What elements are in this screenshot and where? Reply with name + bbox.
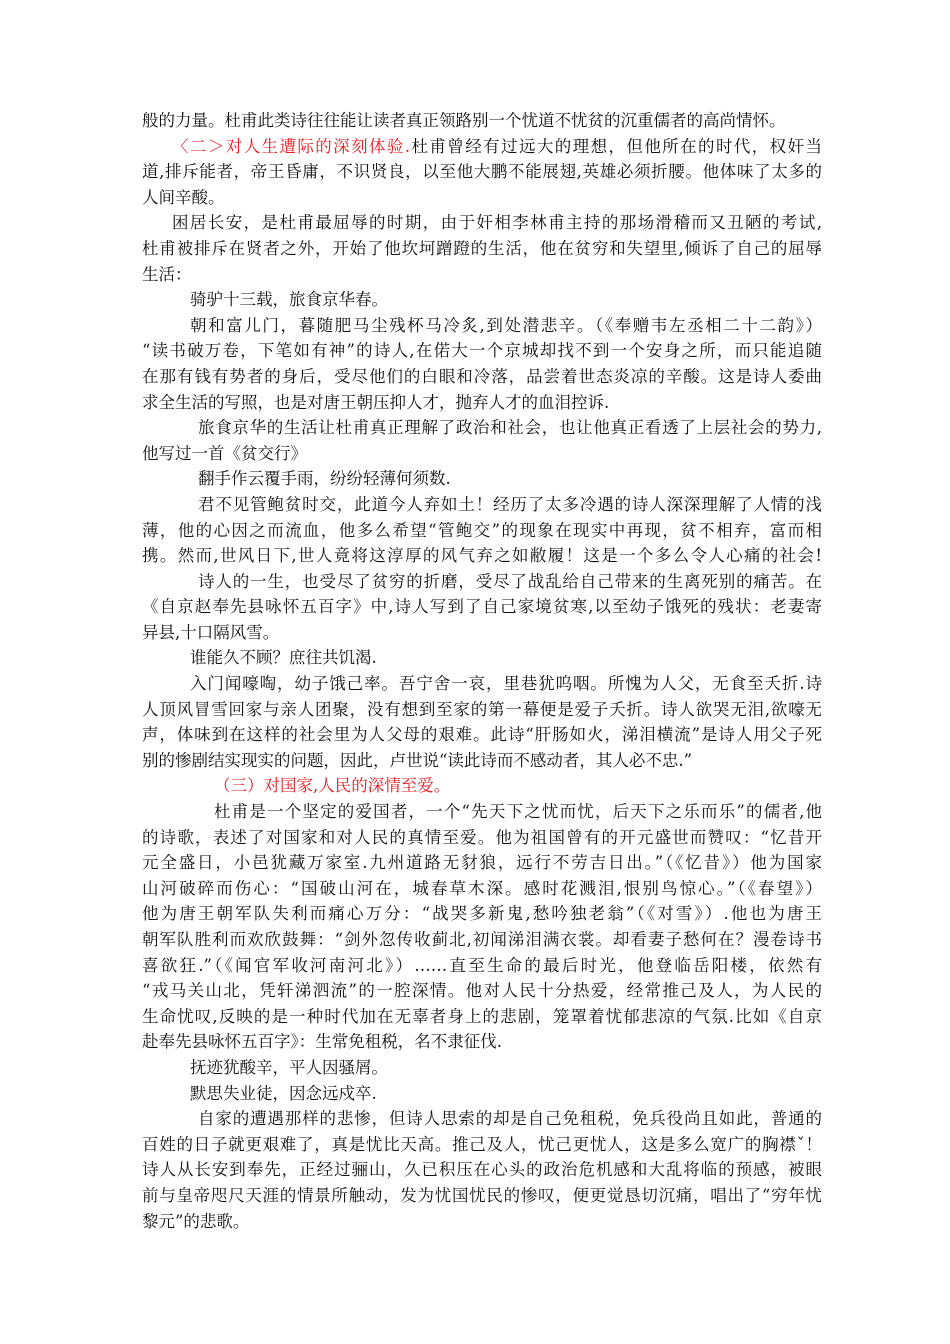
text-line — [142, 108, 822, 134]
text-line — [142, 1029, 822, 1055]
text-line — [142, 185, 822, 211]
line-text: 薄，他的心因之而流血，他多么希望“管鲍交”的现象在现实中再现，贫不相弃，富而相 — [142, 520, 822, 540]
text-line — [142, 799, 822, 825]
line-text: 他写过一首《贫交行》 — [142, 443, 307, 463]
line-text: 自家的遭遇那样的悲惨，但诗人思索的却是自己免租税，免兵役尚且如此，普通的 — [198, 1109, 822, 1129]
line-text: 他为唐王朝军队失利而痛心万分：“战哭多新鬼,愁吟独老翁”（《对雪》）.他也为唐王 — [142, 904, 822, 924]
text-line — [142, 236, 822, 262]
text-line — [142, 825, 822, 851]
line-text: 杜甫曾经有过远大的理想，但他所在的时代，权奸当 — [410, 136, 822, 156]
text-line — [142, 518, 822, 544]
section-heading: （三）对国家,人民的深情至爱。 — [214, 776, 451, 796]
line-text: 携。然而,世风日下,世人竟将这淳厚的风气弃之如敝履！这是一个多么令人心痛的社会! — [142, 546, 822, 566]
text-line — [142, 620, 822, 646]
text-line — [142, 1106, 822, 1132]
text-line — [142, 466, 822, 492]
text-line — [142, 773, 822, 799]
line-text: 诗人的一生，也受尽了贫穷的折磨，受尽了战乱给自己带来的生离死别的痛苦。在 — [198, 571, 822, 591]
line-text: 般的力量。杜甫此类诗往往能让读者真正领路别一个忧道不忧贫的沉重儒者的高尚情怀。 — [142, 111, 786, 130]
section-heading: 〈二＞对人生遭际的深刻体验. — [172, 136, 411, 156]
line-text: 赴奉先县咏怀五百字》：生常免租税，名不隶征伐. — [142, 1032, 502, 1052]
line-text: 旅食京华的生活让杜甫真正理解了政治和社会，也让他真正看透了上层社会的势力, — [198, 418, 822, 438]
line-text: 山河破碎而伤心：“国破山河在，城春草木深。感时花溅泪,恨别鸟惊心。”（《春望》） — [142, 878, 822, 898]
line-text: 人顶风冒雪回家与亲人团聚，没有想到至家的第一幕便是爱子夭折。诗人欲哭无泪,欲嚎无 — [142, 699, 822, 719]
text-line — [142, 876, 822, 902]
text-line — [142, 1157, 822, 1183]
text-line — [142, 210, 822, 236]
line-text: 君不见管鲍贫时交，此道今人弃如土！经历了太多冷遇的诗人深深理解了人情的浅 — [198, 494, 822, 514]
line-text: 《自京赵奉先县咏怀五百字》中,诗人写到了自己家境贫寒,以至幼子饿死的残状：老妻寄 — [142, 597, 822, 617]
line-text: 杜甫被排斥在贤者之外，开始了他坎坷蹭蹬的生活，他在贫穷和失望里,倾诉了自己的屈辱 — [142, 238, 822, 258]
line-text: 困居长安，是杜甫最屈辱的时期，由于奸相李林甫主持的那场滑稽而又丑陋的考试, — [172, 213, 822, 233]
line-text: 朝和富儿门，暮随肥马尘残杯马冷炙,到处潜悲辛。（《奉赠韦左丞相二十二韵》） — [190, 315, 822, 335]
text-line — [142, 1055, 822, 1081]
line-text: 默思失业徒，因念远戍卒. — [190, 1083, 377, 1103]
text-line — [142, 1081, 822, 1107]
text-line — [142, 697, 822, 723]
text-line — [142, 287, 822, 313]
line-text: 杜甫是一个坚定的爱国者，一个“先天下之忧而忧，后天下之乐而乐”的儒者,他 — [214, 802, 822, 822]
line-text: 在那有钱有势者的身后，受尽他们的白眼和冷落，品尝着世态炎凉的辛酸。这是诗人委曲 — [142, 366, 822, 386]
line-text: 抚迹犹酸辛，平人因骚屑。 — [190, 1057, 388, 1077]
text-line — [142, 748, 822, 774]
line-text: 生活： — [142, 264, 192, 284]
line-text: 生命忧叹,反映的是一种时代加在无辜者身上的悲剧，笼罩着忧郁悲凉的气氛.比如《自京 — [142, 1006, 822, 1026]
text-line — [142, 492, 822, 518]
line-text: 黎元”的悲歌。 — [142, 1211, 250, 1231]
text-line — [142, 415, 822, 441]
text-line — [142, 1132, 822, 1158]
text-line — [142, 364, 822, 390]
text-line — [142, 978, 822, 1004]
line-text: 声，体味到在这样的社会里为人父母的艰难。此诗“肝肠如火，涕泪横流”是诗人用父子死 — [142, 725, 822, 745]
document-body — [142, 108, 822, 1234]
text-line — [142, 441, 822, 467]
text-line — [142, 671, 822, 697]
line-text: “读书破万卷，下笔如有神”的诗人,在偌大一个京城却找不到一个安身之所，而只能追随 — [142, 341, 822, 361]
line-text: 求全生活的写照，也是对唐王朝压抑人才，抛弃人才的血泪控诉. — [142, 392, 610, 412]
text-line — [142, 159, 822, 185]
text-line — [142, 594, 822, 620]
line-text: 道,排斥能者，帝王昏庸，不识贤良，以至他大鹏不能展翅,英雄必须折腰。他体味了太多的 — [142, 162, 822, 182]
text-line — [142, 1004, 822, 1030]
text-line — [142, 722, 822, 748]
line-text: 前与皇帝咫尺天涯的情景所触动，发为忧国忧民的惨叹，便更觉恳切沉痛，唱出了“穷年忧 — [142, 1185, 822, 1205]
line-text: 百姓的日子就更艰难了，真是忧比天高。推己及人，忧己更忧人，这是多么宽广的胸襟ˇ！ — [142, 1134, 822, 1154]
line-text: 别的惨剧结实现实的问题，因此，卢世说“读此诗而不感动者，其人必不忠.” — [142, 750, 693, 770]
text-line — [142, 569, 822, 595]
line-text: “戎马关山北，凭轩涕泗流”的一腔深情。他对人民十分热爱，经常推己及人，为人民的 — [142, 981, 822, 1001]
line-text: 朝军队胜利而欢欣鼓舞：“剑外忽传收蓟北,初闻涕泪满衣裳。却看妻子愁何在？漫卷诗书 — [142, 930, 822, 949]
line-text: 异县,十口隔风雪。 — [142, 622, 280, 642]
text-line — [142, 134, 822, 160]
text-line — [142, 850, 822, 876]
line-text: 的诗歌，表述了对国家和对人民的真情至爱。他为祖国曾有的开元盛世而赞叹：“忆昔开 — [142, 827, 822, 847]
text-line — [142, 338, 822, 364]
text-line — [142, 927, 822, 953]
text-line — [142, 543, 822, 569]
line-text: 谁能久不顾？庶往共饥渴. — [190, 648, 377, 668]
line-text: 诗人从长安到奉先，正经过骊山，久已积压在心头的政治危机感和大乱将临的预感，被眼 — [142, 1160, 822, 1180]
text-line — [142, 901, 822, 927]
text-line — [142, 1209, 822, 1235]
text-line — [142, 313, 822, 339]
line-text: 入门闻嚎啕，幼子饿己率。吾宁舍一哀，里巷犹呜咽。所愧为人父，无食至夭折.诗 — [190, 674, 822, 694]
text-line — [142, 390, 822, 416]
text-line — [142, 1183, 822, 1209]
line-text: 翻手作云覆手雨，纷纷轻薄何须数. — [198, 469, 451, 489]
line-text: 骑驴十三载，旅食京华春。 — [190, 290, 388, 310]
text-line — [142, 953, 822, 979]
line-text: 喜欲狂.”（《闻官军收河南河北》）……直至生命的最后时光，他登临岳阳楼，依然有 — [142, 955, 822, 975]
line-text: 人间辛酸。 — [142, 187, 225, 207]
line-text: 元全盛日，小邑犹藏万家室.九州道路无豺狼，远行不劳吉日出。”（《忆昔》）他为国家 — [142, 853, 822, 873]
text-line — [142, 262, 822, 288]
text-line — [142, 645, 822, 671]
